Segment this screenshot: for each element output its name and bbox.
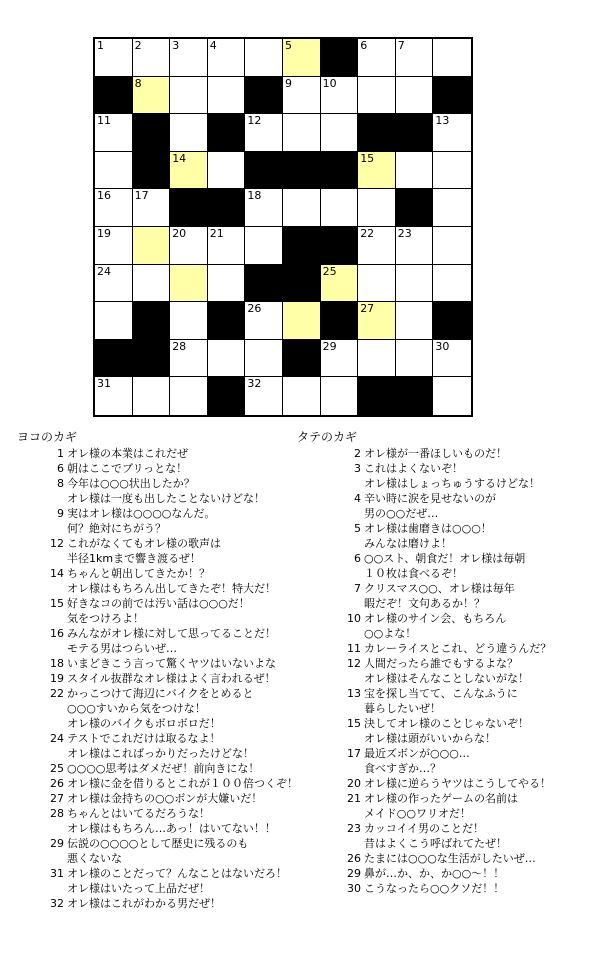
grid-cell-black	[321, 302, 359, 340]
across-clue	[50, 836, 298, 866]
grid-cell[interactable]	[433, 114, 471, 152]
cell-number: 30	[435, 339, 450, 353]
grid-cell[interactable]	[245, 227, 283, 265]
grid-cell[interactable]	[208, 227, 246, 265]
clue-number: 7	[354, 582, 361, 595]
grid-cell-black	[433, 77, 471, 115]
grid-cell[interactable]	[321, 77, 359, 115]
clue-number: 15	[347, 717, 361, 730]
grid-cell[interactable]	[433, 39, 471, 77]
clue-text: 男の○○だぜ…	[364, 507, 439, 520]
clue-number: 27	[50, 792, 64, 805]
grid-cell[interactable]	[170, 39, 208, 77]
across-clue	[50, 656, 298, 671]
down-clues-title: タテのカギ	[297, 430, 358, 444]
across-clue	[50, 536, 298, 566]
grid-cell[interactable]	[170, 77, 208, 115]
grid-cell-black	[245, 152, 283, 190]
cell-number: 15	[360, 151, 375, 165]
clue-text: これがなくてもオレ様の歌声は	[67, 537, 221, 550]
down-clue	[347, 881, 551, 896]
clue-text: オレ様の本業はこれだぜ	[67, 447, 188, 460]
grid-cell-black	[95, 77, 133, 115]
clue-text: オレ様はもちろん出してきたぞ！特大だ！	[67, 582, 276, 595]
clue-text: クリスマス○○、オレ様は毎年	[364, 582, 515, 595]
clue-text: 鼻が…か、か、か○○～！！	[364, 867, 505, 880]
grid-cell[interactable]	[358, 77, 396, 115]
cell-number: 14	[172, 151, 187, 165]
clue-text: 食べすぎか…？	[364, 762, 441, 775]
clue-text: モテる男はつらいぜ…	[67, 642, 177, 655]
across-clue	[50, 896, 298, 911]
grid-cell[interactable]	[170, 265, 208, 303]
across-clue	[57, 461, 298, 476]
across-clue	[57, 506, 298, 536]
grid-cell-black	[321, 152, 359, 190]
grid-cell[interactable]	[95, 302, 133, 340]
grid-cell[interactable]	[358, 152, 396, 190]
grid-cell-black	[245, 265, 283, 303]
grid-cell[interactable]	[170, 377, 208, 415]
clue-number: 24	[50, 732, 64, 745]
clue-number: 23	[347, 822, 361, 835]
grid-cell[interactable]	[95, 114, 133, 152]
down-clue	[347, 656, 551, 686]
grid-cell-black	[170, 189, 208, 227]
clue-text: オレ様は一度も出したことないけどな！	[67, 492, 265, 505]
grid-cell-black	[396, 114, 434, 152]
grid-cell-black	[133, 340, 171, 378]
grid-cell-black	[283, 340, 321, 378]
down-clue	[354, 581, 551, 611]
clue-text: 暇だぞ！文句あるか！？	[364, 597, 485, 610]
clue-text: オレ様は金持ちの○○ボンが大嫌いだ！	[67, 792, 263, 805]
clue-number: 17	[347, 747, 361, 760]
clue-text: オレ様のバイクもボロボロだ！	[67, 717, 221, 730]
grid-cell[interactable]	[396, 227, 434, 265]
clue-number: 14	[50, 567, 64, 580]
across-clue	[50, 776, 298, 791]
grid-cell[interactable]	[433, 377, 471, 415]
clue-text: メイド○○ワリオだ！	[364, 807, 471, 820]
grid-cell[interactable]	[396, 152, 434, 190]
grid-cell[interactable]	[170, 302, 208, 340]
down-clue	[347, 746, 551, 776]
clue-number: 25	[50, 762, 64, 775]
cell-number: 22	[360, 227, 375, 240]
clue-number: 19	[50, 672, 64, 685]
grid-cell[interactable]	[433, 152, 471, 190]
grid-cell[interactable]	[208, 340, 246, 378]
clue-text: 気をつけろよ！	[67, 612, 144, 625]
clue-text: みんながオレ様に対して思ってることだ！	[67, 627, 276, 640]
grid-cell[interactable]	[321, 265, 359, 303]
across-clues-title: ヨコのカギ	[17, 430, 78, 444]
grid-cell[interactable]	[170, 227, 208, 265]
clue-text: 昔はよくこう呼ばれてたぜ！	[364, 837, 507, 850]
cell-number: 11	[97, 114, 111, 128]
grid-cell[interactable]	[358, 302, 396, 340]
grid-cell[interactable]	[133, 227, 171, 265]
cell-number: 25	[322, 264, 337, 278]
across-clue	[50, 761, 298, 776]
grid-cell[interactable]	[321, 340, 359, 378]
grid-cell-black	[208, 114, 246, 152]
across-clue	[50, 566, 298, 596]
clue-text: オレ様は頭がいいからな！	[364, 732, 496, 745]
grid-cell[interactable]	[133, 377, 171, 415]
clue-text: 決してオレ様のことじゃないぞ！	[364, 717, 529, 730]
grid-cell[interactable]	[170, 152, 208, 190]
clue-text: 辛い時に涙を見せないのが	[364, 492, 496, 505]
clue-text: オレ様は歯磨きは○○○！	[364, 522, 492, 535]
clue-number: 5	[354, 522, 361, 535]
grid-cell[interactable]	[433, 227, 471, 265]
grid-cell[interactable]	[358, 265, 396, 303]
clue-text: これはよくないぞ！	[364, 462, 463, 475]
clue-text: ○○○○思考はダメだぜ！前向きにな！	[67, 762, 260, 775]
cell-number: 31	[97, 377, 111, 391]
clue-text: 人間だったら誰でもするよな？	[364, 657, 518, 670]
grid-cell[interactable]	[133, 189, 171, 227]
clue-text: オレ様のことだって？んなことはないだろ！	[67, 867, 287, 880]
cell-number: 3	[172, 39, 180, 52]
down-clue	[354, 551, 551, 581]
clue-number: 22	[50, 687, 64, 700]
down-clue	[347, 611, 551, 641]
grid-cell[interactable]	[396, 302, 434, 340]
clue-number: 13	[347, 687, 361, 700]
clue-text: 何？絶対にちがう？	[67, 522, 166, 535]
clue-text: オレ様はもちろん…あっ！はいてない！！	[67, 822, 276, 835]
clue-number: 18	[50, 657, 64, 670]
across-clue	[50, 806, 298, 836]
clue-text: こうなったら○○クソだ！！	[364, 882, 505, 895]
grid-cell[interactable]	[283, 189, 321, 227]
grid-cell[interactable]	[396, 265, 434, 303]
cell-number: 28	[172, 339, 187, 353]
clue-text: 最近ズボンが○○○…	[364, 747, 470, 760]
grid-cell[interactable]	[321, 377, 359, 415]
clue-text: カッコイイ男のことだ！	[364, 822, 485, 835]
grid-cell[interactable]	[208, 39, 246, 77]
grid-cell[interactable]	[396, 39, 434, 77]
cell-number: 23	[397, 227, 412, 240]
clue-text: 暮らしたいぜ！	[364, 702, 441, 715]
clue-number: 3	[354, 462, 361, 475]
clue-text: スタイル抜群なオレ様はよく言われるぜ！	[67, 672, 276, 685]
down-clue	[347, 686, 551, 716]
grid-cell[interactable]	[433, 265, 471, 303]
clue-text: 実はオレ様は○○○○なんだ。	[67, 507, 216, 520]
clue-text: １０枚は食べるぞ！	[364, 567, 463, 580]
grid-cell[interactable]	[245, 302, 283, 340]
clue-number: 28	[50, 807, 64, 820]
grid-cell-black	[245, 77, 283, 115]
grid-cell[interactable]	[170, 114, 208, 152]
clue-text: 朝はここでブリっとな！	[67, 462, 188, 475]
cell-number: 27	[360, 302, 375, 316]
crossword-grid	[93, 37, 473, 417]
clue-text: 好きなコの前では汚い話は○○○だ！	[67, 597, 250, 610]
cell-number: 32	[247, 377, 262, 391]
clue-text: ○○よな！	[364, 627, 417, 640]
clue-number: 20	[347, 777, 361, 790]
cell-number: 10	[322, 76, 337, 90]
clue-number: 26	[347, 852, 361, 865]
grid-cell[interactable]	[95, 265, 133, 303]
grid-cell[interactable]	[208, 152, 246, 190]
clue-number: 16	[50, 627, 64, 640]
grid-cell[interactable]	[208, 265, 246, 303]
cell-number: 9	[285, 76, 292, 90]
grid-cell[interactable]	[358, 340, 396, 378]
across-clue	[57, 476, 298, 506]
grid-cell[interactable]	[95, 39, 133, 77]
grid-cell-black	[95, 340, 133, 378]
grid-cell[interactable]	[283, 77, 321, 115]
across-clue	[50, 791, 298, 806]
grid-cell[interactable]	[245, 340, 283, 378]
grid-cell-black	[433, 302, 471, 340]
clue-text: カレーライスとこれ、どう違うんだ？	[364, 642, 552, 655]
clue-number: 8	[57, 477, 64, 490]
clue-number: 6	[354, 552, 361, 565]
clue-text: みんなは磨けよ！	[364, 537, 452, 550]
cell-number: 19	[97, 227, 111, 240]
clue-number: 6	[57, 462, 64, 475]
across-clue-list	[50, 446, 298, 911]
clue-number: 29	[347, 867, 361, 880]
cell-number: 21	[209, 227, 224, 240]
clue-text: ちゃんと朝出してきたか！？	[67, 567, 210, 580]
grid-cell-black	[208, 377, 246, 415]
cell-number: 8	[134, 76, 142, 90]
grid-cell[interactable]	[358, 189, 396, 227]
cell-number: 1	[97, 39, 104, 52]
clue-number: 12	[347, 657, 361, 670]
down-clue	[347, 851, 551, 866]
cell-number: 20	[172, 227, 187, 240]
across-clue	[50, 686, 298, 731]
clue-text: 宝を探し当てて、こんなふうに	[364, 687, 518, 700]
grid-cell[interactable]	[396, 77, 434, 115]
grid-cell[interactable]	[245, 114, 283, 152]
down-clue	[347, 776, 551, 791]
clue-number: 10	[347, 612, 361, 625]
clue-text: オレ様が一番ほしいものだ！	[364, 447, 507, 460]
clue-number: 2	[354, 447, 361, 460]
clue-text: 今年は○○○状出したか？	[67, 477, 195, 490]
clue-number: 11	[347, 642, 361, 655]
grid-cell[interactable]	[170, 340, 208, 378]
clue-text: たまには○○○な生活がしたいぜ…	[364, 852, 536, 865]
cell-number: 24	[97, 264, 111, 278]
clue-text: オレ様のサイン会、もちろん	[364, 612, 507, 625]
cell-number: 13	[435, 114, 450, 128]
grid-cell-black	[133, 302, 171, 340]
down-clue	[347, 791, 551, 821]
clue-number: 21	[347, 792, 361, 805]
clue-text: いまどきこう言って驚くヤツはいないよな	[67, 657, 276, 670]
grid-cell-black	[321, 39, 359, 77]
grid-cell-black	[396, 189, 434, 227]
clue-text: オレ様はこればっかりだったけどな！	[67, 747, 254, 760]
grid-cell-black	[283, 265, 321, 303]
clue-text: ちゃんとはいてるだろうな！	[67, 807, 210, 820]
cell-number: 29	[322, 339, 337, 353]
grid-cell[interactable]	[283, 39, 321, 77]
cell-number: 5	[285, 39, 292, 52]
down-clue-list	[347, 446, 552, 896]
grid-cell-black	[358, 377, 396, 415]
grid-cell-black	[133, 114, 171, 152]
grid-cell[interactable]	[283, 377, 321, 415]
grid-cell[interactable]	[283, 302, 321, 340]
clue-number: 31	[50, 867, 64, 880]
clue-number: 12	[50, 537, 64, 550]
clue-number: 32	[50, 897, 64, 910]
clue-text: 悪くないな	[67, 852, 122, 865]
down-clue	[354, 491, 551, 521]
clue-text: オレ様はいたって上品だぜ！	[67, 882, 210, 895]
clue-text: オレ様はこれがわかる男だぜ！	[67, 897, 221, 910]
clue-number: 9	[57, 507, 64, 520]
down-clue	[354, 461, 551, 491]
clue-text: オレ様はそんなことしないがな！	[364, 672, 529, 685]
clue-text: ○○スト、朝食だ！オレ様は毎朝	[364, 552, 526, 565]
clue-number: 26	[50, 777, 64, 790]
cell-number: 4	[209, 39, 217, 52]
grid-cell[interactable]	[95, 189, 133, 227]
grid-cell[interactable]	[208, 77, 246, 115]
grid-cell[interactable]	[358, 227, 396, 265]
grid-cell-black	[208, 302, 246, 340]
across-clue	[50, 731, 298, 761]
grid-cell[interactable]	[245, 189, 283, 227]
clue-number: 1	[57, 447, 64, 460]
down-clue	[347, 866, 551, 881]
cell-number: 6	[360, 39, 368, 52]
grid-cell[interactable]	[95, 152, 133, 190]
across-clue	[57, 446, 298, 461]
cell-number: 26	[247, 302, 262, 316]
grid-cell-black	[358, 114, 396, 152]
clue-text: テストでこれだけは取るなよ！	[67, 732, 221, 745]
across-clue	[50, 866, 298, 896]
clue-text: 伝説の○○○○として歴史に残るのも	[67, 837, 249, 850]
grid-cell-black	[283, 152, 321, 190]
cell-number: 17	[134, 189, 149, 203]
grid-cell[interactable]	[321, 189, 359, 227]
grid-cell-black	[283, 227, 321, 265]
grid-cell[interactable]	[133, 39, 171, 77]
cell-number: 16	[97, 189, 111, 203]
across-clue	[50, 671, 298, 686]
clue-number: 30	[347, 882, 361, 895]
clue-text: かっこつけて海辺にバイクをとめると	[67, 687, 254, 700]
grid-cell-black	[208, 189, 246, 227]
down-clue	[354, 521, 551, 551]
across-clue	[50, 596, 298, 626]
cell-number: 12	[247, 114, 262, 128]
grid-cell-black	[133, 152, 171, 190]
cell-number: 2	[134, 39, 142, 52]
grid-cell-black	[321, 227, 359, 265]
grid-cell-black	[396, 377, 434, 415]
grid-cell[interactable]	[283, 114, 321, 152]
cell-number: 18	[247, 189, 262, 203]
clue-number: 29	[50, 837, 64, 850]
grid-cell[interactable]	[95, 227, 133, 265]
cell-number: 7	[397, 39, 405, 52]
clue-text: ○○○すいから気をつけな！	[67, 702, 206, 715]
grid-cell[interactable]	[245, 377, 283, 415]
clue-text: オレ様の作ったゲームの名前は	[364, 792, 518, 805]
grid-cell[interactable]	[133, 77, 171, 115]
grid-cell[interactable]	[95, 377, 133, 415]
grid-cell[interactable]	[245, 39, 283, 77]
grid-cell[interactable]	[433, 189, 471, 227]
down-clue	[347, 821, 551, 851]
clue-number: 15	[50, 597, 64, 610]
grid-cell[interactable]	[433, 340, 471, 378]
grid-cell[interactable]	[321, 114, 359, 152]
clue-text: オレ様はしょっちゅうするけどな！	[364, 477, 540, 490]
down-clue	[347, 716, 551, 746]
across-clue	[50, 626, 298, 656]
clue-text: オレ様に逆らうヤツはこうしてやる！	[364, 777, 551, 790]
grid-cell[interactable]	[396, 340, 434, 378]
down-clue	[347, 641, 552, 656]
grid-cell[interactable]	[358, 39, 396, 77]
clue-text: オレ様に金を借りるとこれが１００倍つくぞ！	[67, 777, 298, 790]
grid-cell[interactable]	[133, 265, 171, 303]
down-clue	[354, 446, 551, 461]
clue-number: 4	[354, 492, 361, 505]
clue-text: 半径1kmまで響き渡るぜ！	[67, 552, 201, 565]
